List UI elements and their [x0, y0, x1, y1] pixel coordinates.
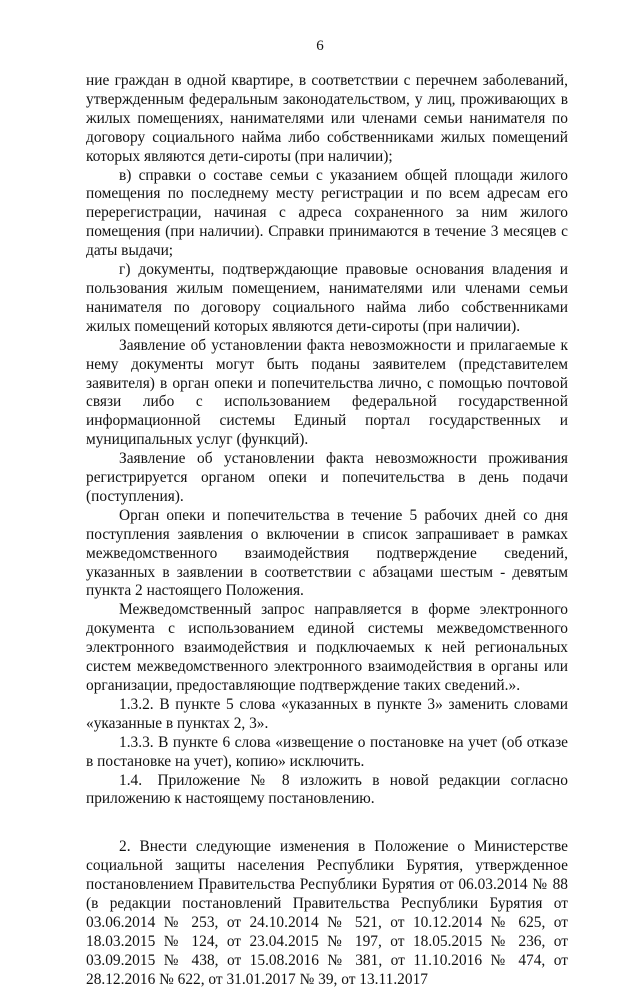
paragraph-1-3-2: 1.3.2. В пункте 5 слова «указанных в пункте 3» заменить словами «указанные в пунктах 2, 3».	[86, 695, 568, 732]
paragraph-item-g: г) документы, подтверждающие правовые основания владения и пользования жилым помещением, нанимателями или членами семьи нанимателя по договору социального найма либо собственниками жилых помещений которых являются дети-сироты (при наличии).	[86, 261, 568, 335]
paragraph-interagency: Межведомственный запрос направляется в форме электронного документа с использованием единой системы межведомственного электронного взаимодействия и подключаемых к ней региональных систем межведомственного электронного взаимодействия в органы или организации, предоставляющие подтверждение таких сведений.».	[86, 601, 568, 694]
paragraph-request: Орган опеки и попечительства в течение 5 рабочих дней со дня поступления заявления о включении в список запрашивает в рамках межведомственного взаимодействия подтверждение сведений, указанных в заявлении в соответствии с абзацами шестым - девятым пункта 2 настоящего Положения.	[86, 506, 568, 600]
paragraph-registration: Заявление об установлении факта невозможности проживания регистрируется органом опеки и попечительства в день подачи (поступления).	[86, 450, 568, 505]
paragraph-1-3-3: 1.3.3. В пункте 6 слова «извещение о постановке на учет (об отказе в постановке на учет), копию» исключить.	[86, 733, 568, 770]
paragraph-1-4: 1.4. Приложение № 8 изложить в новой редакции согласно приложению к настоящему постановлению.	[86, 771, 568, 808]
paragraph-item-v: в) справки о составе семьи с указанием общей площади жилого помещения по последнему месту регистрации и по всем адресам его перерегистрации, начиная с адреса сохраненного за ним жилого помещения (при наличии). Справки принимаются в течение 3 месяцев с даты выдачи;	[86, 166, 568, 260]
page-number: 6	[316, 38, 324, 54]
paragraph-continuation: ние граждан в одной квартире, в соответствии с перечнем заболеваний, утвержденным федеральным законодательством, у лиц, проживающих в жилых помещениях, нанимателями или членами семьи нанимателя по договору социального найма либо собственниками жилых помещений которых являются дети-сироты (при наличии);	[86, 72, 568, 165]
document-body	[86, 72, 568, 990]
paragraph-2: 2. Внести следующие изменения в Положение о Министерстве социальной защиты населения Республики Бурятия, утвержденное постановлением Правительства Республики Бурятия от 06.03.2014 № 88 (в редакции постановлений Правительства Республики Бурятия от 03.06.2014 № 253, от 24.10.2014 № 521, от 10.12.2014 № 625, от 18.03.2015 № 124, от 23.04.2015 № 197, от 18.05.2015 № 236, от 03.09.2015 № 438, от 15.08.2016 № 381, от 11.10.2016 № 474, от 28.12.2016 № 622, от 31.01.2017 № 39, от 13.11.2017	[86, 838, 568, 988]
paragraph-submission: Заявление об установлении факта невозможности и прилагаемые к нему документы могут быть поданы заявителем (представителем заявителя) в орган опеки и попечительства лично, с помощью почтовой связи либо с использованием федеральной государственной информационной системы Единый портал государственных и муниципальных услуг (функций).	[86, 336, 568, 449]
